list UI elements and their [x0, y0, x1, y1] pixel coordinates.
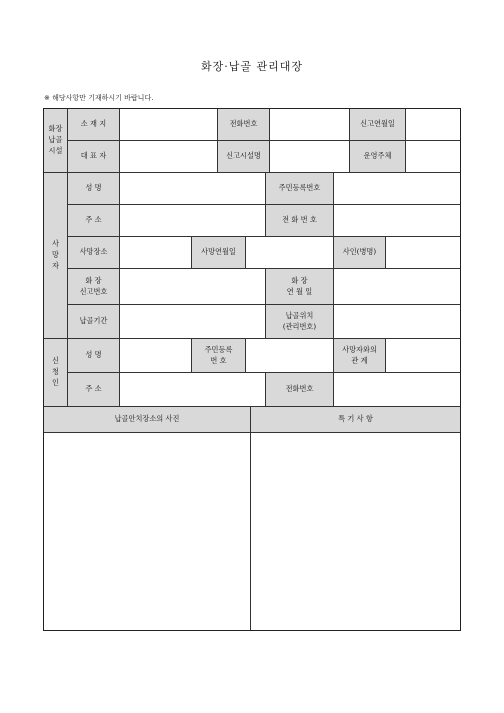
deceased-name-label: 성 명	[68, 173, 120, 205]
section-label-applicant: 신 청 인	[44, 339, 68, 407]
applicant-name-label: 성 명	[68, 339, 120, 373]
page-title: 화장·납골 관리대장	[200, 60, 303, 73]
facility-name-field[interactable]	[270, 141, 350, 173]
columbarium-period-label: 납골기간	[68, 305, 120, 339]
columbarium-location-label: 납골위치 (관리번호)	[266, 305, 334, 339]
death-place-label: 사망장소	[68, 237, 120, 269]
death-date-field[interactable]	[246, 237, 334, 269]
death-place-field[interactable]	[120, 237, 192, 269]
remarks-area[interactable]	[251, 433, 460, 630]
management-form	[43, 108, 461, 631]
facility-report-date-field[interactable]	[406, 109, 460, 141]
applicant-id-field[interactable]	[246, 339, 334, 373]
applicant-relation-label: 사망자와의 관 계	[334, 339, 386, 373]
facility-location-label: 소 재 지	[68, 109, 120, 141]
instruction-note: ※ 해당사항만 기재하시기 바랍니다.	[44, 94, 154, 102]
death-date-label: 사망연월일	[192, 237, 246, 269]
facility-rep-label: 대 표 자	[68, 141, 120, 173]
facility-location-field[interactable]	[120, 109, 218, 141]
facility-operator-label: 운영주체	[350, 141, 406, 173]
section-label-deceased: 사 망 자	[44, 173, 68, 339]
applicant-name-field[interactable]	[120, 339, 192, 373]
deceased-id-label: 주민등록번호	[266, 173, 334, 205]
section-label-facility: 화장 납골 시설	[44, 109, 68, 173]
deceased-address-field[interactable]	[120, 205, 266, 237]
cremation-number-field[interactable]	[120, 269, 266, 305]
deceased-name-field[interactable]	[120, 173, 266, 205]
cremation-number-label: 화 장 신고번호	[68, 269, 120, 305]
applicant-address-label: 주 소	[68, 373, 120, 407]
deceased-phone-field[interactable]	[334, 205, 460, 237]
death-cause-label: 사인(병명)	[334, 237, 386, 269]
columbarium-period-field[interactable]	[120, 305, 266, 339]
death-cause-field[interactable]	[386, 237, 460, 269]
remarks-header: 특 기 사 항	[251, 407, 460, 433]
facility-phone-field[interactable]	[270, 109, 350, 141]
facility-rep-field[interactable]	[120, 141, 218, 173]
cremation-date-label: 화 장 연 월 일	[266, 269, 334, 305]
facility-operator-field[interactable]	[406, 141, 460, 173]
applicant-phone-label: 전화번호	[266, 373, 334, 407]
applicant-id-label: 주민등록 번 호	[192, 339, 246, 373]
facility-name-label: 신고시설명	[218, 141, 270, 173]
applicant-relation-field[interactable]	[386, 339, 460, 373]
photo-header: 납골안치장소의 사진	[44, 407, 251, 433]
columbarium-location-field[interactable]	[334, 305, 460, 339]
deceased-address-label: 주 소	[68, 205, 120, 237]
applicant-phone-field[interactable]	[334, 373, 460, 407]
facility-report-date-label: 신고연월일	[350, 109, 406, 141]
facility-phone-label: 전화번호	[218, 109, 270, 141]
deceased-id-field[interactable]	[334, 173, 460, 205]
applicant-address-field[interactable]	[120, 373, 266, 407]
photo-area[interactable]	[44, 433, 251, 630]
cremation-date-field[interactable]	[334, 269, 460, 305]
deceased-phone-label: 전 화 번 호	[266, 205, 334, 237]
